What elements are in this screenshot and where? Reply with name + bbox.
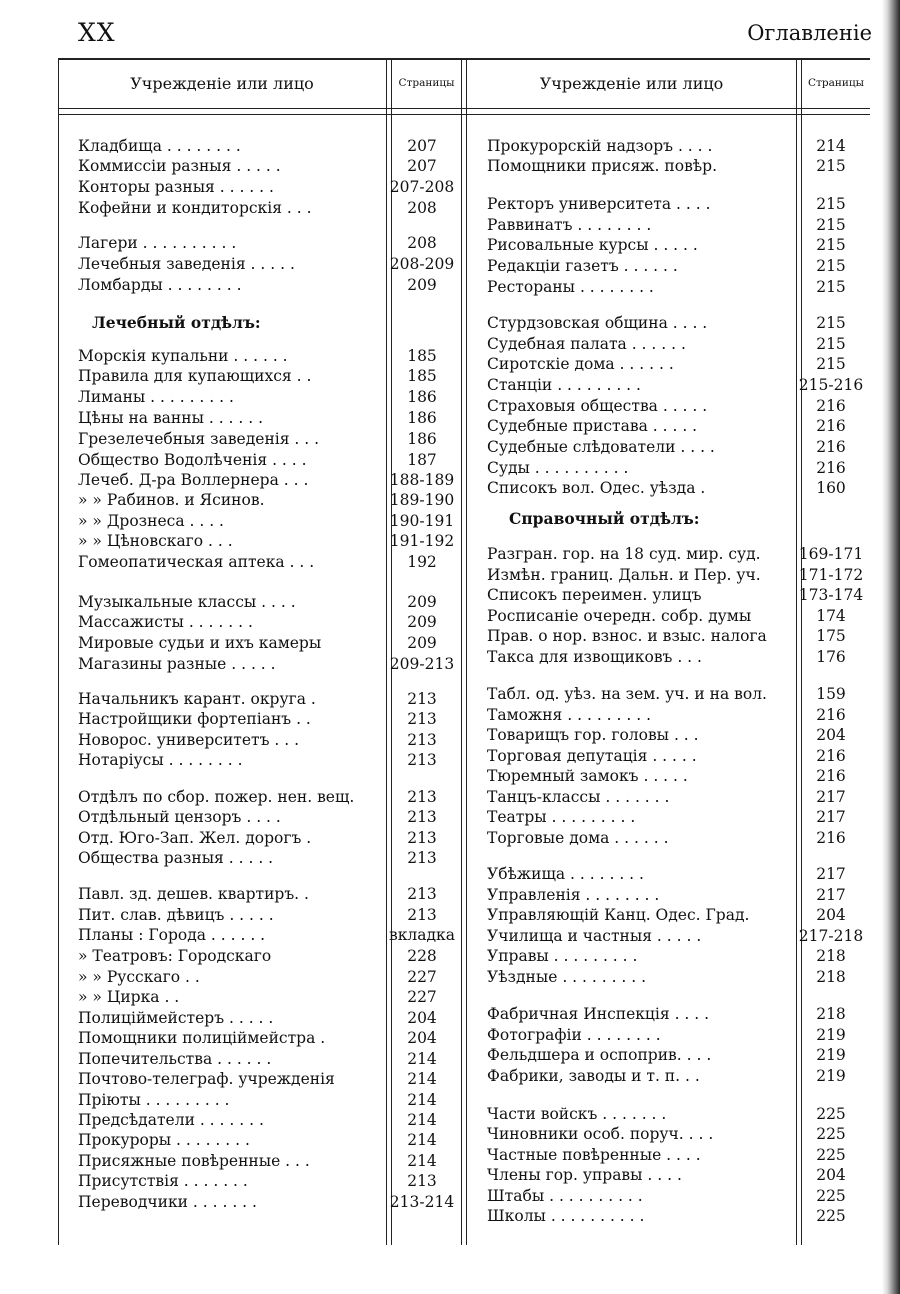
table-row bbox=[487, 1206, 865, 1227]
entry-page: 213 bbox=[407, 710, 437, 728]
entry-page: 213 bbox=[407, 751, 437, 769]
table-row bbox=[78, 490, 460, 511]
page-edge-shadow bbox=[882, 0, 900, 1294]
table-row bbox=[78, 429, 460, 450]
entry-name: Судебные слѣдователи . . . . bbox=[487, 438, 715, 456]
entry-page: 218 bbox=[816, 947, 846, 965]
entry-name: Коммиссіи разныя . . . . . bbox=[78, 157, 281, 175]
entry-page: 213 bbox=[407, 829, 437, 847]
left-column bbox=[78, 136, 460, 1236]
entry-page: 216 bbox=[816, 417, 846, 435]
entry-name: Нотаріусы . . . . . . . . bbox=[78, 751, 243, 769]
table-row bbox=[78, 1028, 460, 1049]
table-row bbox=[487, 864, 865, 885]
table-row bbox=[487, 1104, 865, 1125]
entry-page: 188-189 bbox=[389, 471, 455, 489]
entry-name: Морскія купальни . . . . . . bbox=[78, 347, 288, 365]
table-row bbox=[78, 177, 460, 198]
table-row bbox=[78, 592, 460, 613]
table-row bbox=[487, 544, 865, 565]
page-number: XX bbox=[78, 18, 116, 47]
entry-page: 215 bbox=[816, 195, 846, 213]
table-row bbox=[78, 511, 460, 532]
table-row bbox=[78, 233, 460, 254]
table-row bbox=[487, 1045, 865, 1066]
entry-page: 186 bbox=[407, 409, 437, 427]
table-row bbox=[78, 807, 460, 828]
table-row bbox=[487, 194, 865, 215]
entry-name: Судебная палата . . . . . . bbox=[487, 335, 686, 353]
entry-name: » » Дрознеса . . . . bbox=[78, 512, 224, 530]
entry-page: 213 bbox=[407, 849, 437, 867]
entry-name: Отдѣлъ по сбор. пожер. нен. вещ. bbox=[78, 788, 355, 806]
entry-name: Списокъ переимен. улицъ bbox=[487, 586, 702, 604]
table-row bbox=[78, 946, 460, 967]
entry-name: Росписаніе очередн. собр. думы bbox=[487, 607, 752, 625]
entry-name: Общество Водолѣченія . . . . bbox=[78, 451, 307, 469]
table-row bbox=[487, 684, 865, 705]
entry-page: 214 bbox=[816, 137, 846, 155]
table-row bbox=[78, 709, 460, 730]
entry-page: 216 bbox=[816, 459, 846, 477]
table-row bbox=[78, 1110, 460, 1131]
table-row bbox=[78, 750, 460, 771]
entry-page: 209 bbox=[407, 276, 437, 294]
entry-name: Управленія . . . . . . . . bbox=[487, 886, 660, 904]
entry-name: Рисовальные курсы . . . . . bbox=[487, 236, 698, 254]
entry-name: Пит. слав. дѣвицъ . . . . . bbox=[78, 906, 274, 924]
table-row bbox=[78, 366, 460, 387]
entry-page: 213-214 bbox=[389, 1193, 455, 1211]
table-row bbox=[78, 925, 460, 946]
entry-page: 213 bbox=[407, 1172, 437, 1190]
entry-name: Стурдзовская община . . . . bbox=[487, 314, 708, 332]
entry-page: 213 bbox=[407, 731, 437, 749]
column-header-institution: Учрежденіе или лицо bbox=[539, 74, 724, 93]
table-row bbox=[487, 885, 865, 906]
entry-name: Настройщики фортепіанъ . . bbox=[78, 710, 311, 728]
table-row bbox=[78, 1008, 460, 1029]
header-rule bbox=[58, 108, 870, 115]
entry-name: Фабрики, заводы и т. п. . . bbox=[487, 1067, 700, 1085]
table-row bbox=[78, 689, 460, 710]
entry-page: 209 bbox=[407, 593, 437, 611]
entry-page: 217 bbox=[816, 886, 846, 904]
entry-name: Лагери . . . . . . . . . . bbox=[78, 234, 237, 252]
table-row bbox=[487, 565, 865, 586]
entry-page: 171-172 bbox=[798, 566, 864, 584]
entry-name: Измѣн. границ. Дальн. и Пер. уч. bbox=[487, 566, 761, 584]
entry-page: 216 bbox=[816, 829, 846, 847]
entry-name: Части войскъ . . . . . . . bbox=[487, 1105, 667, 1123]
entry-name: Цѣны на ванны . . . . . . bbox=[78, 409, 264, 427]
entry-name: Станціи . . . . . . . . . bbox=[487, 376, 641, 394]
entry-name: Разгран. гор. на 18 суд. мир. суд. bbox=[487, 545, 761, 563]
table-row bbox=[487, 725, 865, 746]
entry-name: Конторы разныя . . . . . . bbox=[78, 178, 274, 196]
entry-name: Новорос. университетъ . . . bbox=[78, 731, 300, 749]
entry-page: 176 bbox=[816, 648, 846, 666]
entry-page: 227 bbox=[407, 988, 437, 1006]
entry-name: Полиціймейстеръ . . . . . bbox=[78, 1009, 274, 1027]
entry-name: Мировые судьи и ихъ камеры bbox=[78, 634, 322, 652]
entry-page: 225 bbox=[816, 1187, 846, 1205]
entry-page: 225 bbox=[816, 1146, 846, 1164]
entry-name: Прав. о нор. взнос. и взыс. налога bbox=[487, 627, 767, 645]
entry-page: 189-190 bbox=[389, 491, 455, 509]
entry-page: 208 bbox=[407, 199, 437, 217]
entry-name: Лечеб. Д-ра Воллернера . . . bbox=[78, 471, 309, 489]
table-row bbox=[487, 478, 865, 499]
table-row bbox=[487, 828, 865, 849]
table-row bbox=[487, 416, 865, 437]
table-border-left bbox=[58, 60, 59, 1245]
table-row bbox=[78, 254, 460, 275]
entry-name: Редакціи газетъ . . . . . . bbox=[487, 257, 678, 275]
entry-page: 215 bbox=[816, 355, 846, 373]
entry-page: 214 bbox=[407, 1091, 437, 1109]
entry-page: 215 bbox=[816, 157, 846, 175]
entry-page: 217 bbox=[816, 788, 846, 806]
entry-page: 215 bbox=[816, 216, 846, 234]
entry-name: Рестораны . . . . . . . . bbox=[487, 278, 654, 296]
entry-name: Переводчики . . . . . . . bbox=[78, 1193, 257, 1211]
column-header-institution: Учрежденіе или лицо bbox=[130, 74, 314, 93]
entry-name: Музыкальные классы . . . . bbox=[78, 593, 296, 611]
entry-name: Присяжные повѣренные . . . bbox=[78, 1152, 310, 1170]
entry-name: Управы . . . . . . . . . bbox=[487, 947, 638, 965]
entry-page: 159 bbox=[816, 685, 846, 703]
table-row bbox=[487, 215, 865, 236]
entry-name: Массажисты . . . . . . . bbox=[78, 613, 253, 631]
entry-name: Прокурорскій надзоръ . . . . bbox=[487, 137, 713, 155]
table-row bbox=[487, 1066, 865, 1087]
entry-page: 225 bbox=[816, 1105, 846, 1123]
entry-page: 214 bbox=[407, 1050, 437, 1068]
entry-name: Начальникъ карант. округа . bbox=[78, 690, 316, 708]
table-row bbox=[78, 1069, 460, 1090]
entry-page: 209 bbox=[407, 634, 437, 652]
entry-page: 216 bbox=[816, 397, 846, 415]
table-row bbox=[487, 458, 865, 479]
entry-page: 208-209 bbox=[389, 255, 455, 273]
entry-name: Магазины разные . . . . . bbox=[78, 655, 276, 673]
table-row bbox=[487, 1004, 865, 1025]
entry-page: 219 bbox=[816, 1026, 846, 1044]
entry-name: Почтово-телеграф. учрежденія bbox=[78, 1070, 335, 1088]
entry-page: 186 bbox=[407, 430, 437, 448]
entry-name: Списокъ вол. Одес. уѣзда . bbox=[487, 479, 706, 497]
entry-name: Отд. Юго-Зап. Жел. дорогъ . bbox=[78, 829, 312, 847]
entry-page: 228 bbox=[407, 947, 437, 965]
entry-name: Фотографіи . . . . . . . . bbox=[487, 1026, 661, 1044]
table-row bbox=[487, 354, 865, 375]
entry-name: Лечебныя заведенія . . . . . bbox=[78, 255, 295, 273]
table-row bbox=[487, 585, 865, 606]
entry-page: 214 bbox=[407, 1152, 437, 1170]
entry-name: Страховыя общества . . . . . bbox=[487, 397, 708, 415]
entry-page: вкладка bbox=[389, 926, 455, 944]
table-row bbox=[78, 1171, 460, 1192]
table-row bbox=[78, 198, 460, 219]
table-row bbox=[487, 787, 865, 808]
table-row bbox=[78, 450, 460, 471]
table-row bbox=[487, 1186, 865, 1207]
entry-page: 215 bbox=[816, 257, 846, 275]
entry-name: Убѣжища . . . . . . . . bbox=[487, 865, 644, 883]
table-row bbox=[78, 967, 460, 988]
entry-name: Тюремный замокъ . . . . . bbox=[487, 767, 688, 785]
entry-name: Училища и частныя . . . . . bbox=[487, 927, 702, 945]
table-row bbox=[78, 905, 460, 926]
entry-name: Общества разныя . . . . . bbox=[78, 849, 274, 867]
entry-page: 213 bbox=[407, 808, 437, 826]
entry-name: Помощники присяж. повѣр. bbox=[487, 157, 717, 175]
entry-page: 216 bbox=[816, 747, 846, 765]
entry-page: 213 bbox=[407, 788, 437, 806]
entry-page: 214 bbox=[407, 1070, 437, 1088]
entry-name: Попечительства . . . . . . bbox=[78, 1050, 272, 1068]
entry-page: 216 bbox=[816, 767, 846, 785]
entry-name: Торговая депутація . . . . . bbox=[487, 747, 697, 765]
entry-page: 215 bbox=[816, 278, 846, 296]
entry-page: 174 bbox=[816, 607, 846, 625]
entry-page: 207 bbox=[407, 137, 437, 155]
entry-name: Сиротскіе дома . . . . . . bbox=[487, 355, 674, 373]
entry-name: Судебные пристава . . . . . bbox=[487, 417, 698, 435]
entry-page: 169-171 bbox=[798, 545, 864, 563]
entry-name: » » Цѣновскаго . . . bbox=[78, 532, 233, 550]
entry-page: 209-213 bbox=[389, 655, 455, 673]
table-row bbox=[487, 1165, 865, 1186]
entry-page: 173-174 bbox=[798, 586, 864, 604]
entry-page: 207-208 bbox=[389, 178, 455, 196]
entry-page: 209 bbox=[407, 613, 437, 631]
entry-name: Гомеопатическая аптека . . . bbox=[78, 553, 315, 571]
entry-name: Управляющій Канц. Одес. Град. bbox=[487, 906, 750, 924]
entry-page: 219 bbox=[816, 1067, 846, 1085]
entry-name: Штабы . . . . . . . . . . bbox=[487, 1187, 643, 1205]
entry-name: Суды . . . . . . . . . . bbox=[487, 459, 629, 477]
table-row bbox=[487, 313, 865, 334]
entry-name: Фабричная Инспекція . . . . bbox=[487, 1005, 710, 1023]
entry-name: Пріюты . . . . . . . . . bbox=[78, 1091, 230, 1109]
entry-name: Помощники полиціймейстра . bbox=[78, 1029, 326, 1047]
table-row bbox=[487, 705, 865, 726]
table-row bbox=[78, 848, 460, 869]
table-row bbox=[487, 334, 865, 355]
table-row bbox=[78, 1090, 460, 1111]
section-heading: Справочный отдѣлъ: bbox=[509, 509, 700, 528]
entry-name: Правила для купающихся . . bbox=[78, 367, 312, 385]
entry-page: 207 bbox=[407, 157, 437, 175]
table-row bbox=[78, 387, 460, 408]
table-row bbox=[487, 746, 865, 767]
table-row bbox=[487, 136, 865, 157]
entry-name: Такса для извощиковъ . . . bbox=[487, 648, 702, 666]
entry-name: » » Цирка . . bbox=[78, 988, 180, 1006]
entry-name: » » Русскаго . . bbox=[78, 968, 200, 986]
entry-name: Школы . . . . . . . . . . bbox=[487, 1207, 645, 1225]
entry-name: Ректоръ университета . . . . bbox=[487, 195, 711, 213]
entry-page: 217-218 bbox=[798, 927, 864, 945]
entry-page: 217 bbox=[816, 808, 846, 826]
entry-page: 191-192 bbox=[389, 532, 455, 550]
entry-page: 219 bbox=[816, 1046, 846, 1064]
page-header bbox=[78, 18, 872, 50]
table-row bbox=[78, 654, 460, 675]
table-row bbox=[487, 606, 865, 627]
table-row bbox=[78, 346, 460, 367]
entry-page: 190-191 bbox=[389, 512, 455, 530]
table-row bbox=[78, 612, 460, 633]
entry-page: 216 bbox=[816, 438, 846, 456]
table-row bbox=[487, 926, 865, 947]
entry-name: Грезелечебныя заведенія . . . bbox=[78, 430, 320, 448]
entry-name: Уѣздные . . . . . . . . . bbox=[487, 968, 647, 986]
entry-page: 213 bbox=[407, 906, 437, 924]
entry-name: Фельдшера и оспоприв. . . . bbox=[487, 1046, 712, 1064]
table-row bbox=[78, 408, 460, 429]
table-row bbox=[487, 277, 865, 298]
entry-page: 218 bbox=[816, 1005, 846, 1023]
table-row bbox=[78, 531, 460, 552]
entry-page: 204 bbox=[407, 1009, 437, 1027]
entry-page: 175 bbox=[816, 627, 846, 645]
right-column bbox=[487, 136, 865, 1236]
entry-name: Предсѣдатели . . . . . . . bbox=[78, 1111, 264, 1129]
table-row bbox=[487, 647, 865, 668]
entry-page: 185 bbox=[407, 367, 437, 385]
entry-name: Товарищъ гор. головы . . . bbox=[487, 726, 699, 744]
column-header-pages: Страницы bbox=[808, 77, 864, 89]
table-row bbox=[78, 470, 460, 491]
table-row bbox=[78, 987, 460, 1008]
table-row bbox=[78, 136, 460, 157]
table-row bbox=[78, 828, 460, 849]
table-row bbox=[487, 235, 865, 256]
table-row bbox=[487, 626, 865, 647]
table-row bbox=[487, 766, 865, 787]
table-row bbox=[78, 156, 460, 177]
table-row bbox=[78, 1151, 460, 1172]
section-heading: Лечебный отдѣлъ: bbox=[92, 313, 261, 332]
entry-page: 204 bbox=[407, 1029, 437, 1047]
entry-page: 214 bbox=[407, 1131, 437, 1149]
entry-name: Театры . . . . . . . . . bbox=[487, 808, 636, 826]
entry-page: 204 bbox=[816, 906, 846, 924]
entry-page: 187 bbox=[407, 451, 437, 469]
table-row bbox=[78, 1130, 460, 1151]
entry-name: » » Рабинов. и Ясинов. bbox=[78, 491, 265, 509]
table-row bbox=[487, 1025, 865, 1046]
column-divider bbox=[461, 60, 467, 1245]
entry-page: 218 bbox=[816, 968, 846, 986]
table-row bbox=[487, 807, 865, 828]
entry-name: » Театровъ: Городскаго bbox=[78, 947, 272, 965]
entry-page: 213 bbox=[407, 690, 437, 708]
entry-name: Прокуроры . . . . . . . . bbox=[78, 1131, 250, 1149]
entry-page: 215 bbox=[816, 335, 846, 353]
entry-name: Лиманы . . . . . . . . . bbox=[78, 388, 234, 406]
entry-page: 215-216 bbox=[798, 376, 864, 394]
entry-page: 217 bbox=[816, 865, 846, 883]
entry-name: Раввинатъ . . . . . . . . bbox=[487, 216, 652, 234]
table-row bbox=[487, 256, 865, 277]
table-row bbox=[487, 396, 865, 417]
table-row bbox=[487, 1124, 865, 1145]
table-row bbox=[487, 967, 865, 988]
entry-page: 225 bbox=[816, 1125, 846, 1143]
entry-page: 185 bbox=[407, 347, 437, 365]
entry-page: 204 bbox=[816, 1166, 846, 1184]
entry-name: Кладбища . . . . . . . . bbox=[78, 137, 241, 155]
page-title: Оглавленіе bbox=[747, 21, 872, 45]
entry-name: Ломбарды . . . . . . . . bbox=[78, 276, 242, 294]
table-row bbox=[78, 730, 460, 751]
table-row bbox=[78, 275, 460, 296]
entry-page: 215 bbox=[816, 236, 846, 254]
table-row bbox=[78, 1049, 460, 1070]
entry-page: 192 bbox=[407, 553, 437, 571]
entry-name: Частные повѣренные . . . . bbox=[487, 1146, 701, 1164]
entry-name: Павл. зд. дешев. квартиръ. . bbox=[78, 885, 309, 903]
entry-name: Присутствія . . . . . . . bbox=[78, 1172, 248, 1190]
table-row bbox=[78, 787, 460, 808]
table-row bbox=[78, 884, 460, 905]
table-row bbox=[78, 552, 460, 573]
entry-name: Планы : Города . . . . . . bbox=[78, 926, 266, 944]
entry-name: Члены гор. управы . . . . bbox=[487, 1166, 682, 1184]
table-row bbox=[487, 946, 865, 967]
entry-name: Торговые дома . . . . . . bbox=[487, 829, 669, 847]
table-row bbox=[78, 633, 460, 654]
entry-page: 160 bbox=[816, 479, 846, 497]
table-row bbox=[487, 1145, 865, 1166]
entry-name: Табл. од. уѣз. на зем. уч. и на вол. bbox=[487, 685, 767, 703]
entry-page: 216 bbox=[816, 706, 846, 724]
table-row bbox=[487, 437, 865, 458]
table-row bbox=[487, 905, 865, 926]
entry-page: 208 bbox=[407, 234, 437, 252]
entry-name: Чиновники особ. поруч. . . . bbox=[487, 1125, 714, 1143]
entry-page: 213 bbox=[407, 885, 437, 903]
entry-page: 227 bbox=[407, 968, 437, 986]
entry-page: 214 bbox=[407, 1111, 437, 1129]
table-row bbox=[487, 156, 865, 177]
table-row bbox=[487, 375, 865, 396]
entry-name: Отдѣльный цензоръ . . . . bbox=[78, 808, 281, 826]
entry-page: 204 bbox=[816, 726, 846, 744]
entry-page: 186 bbox=[407, 388, 437, 406]
entry-page: 225 bbox=[816, 1207, 846, 1225]
table-row bbox=[78, 1192, 460, 1213]
entry-page: 215 bbox=[816, 314, 846, 332]
entry-name: Танцъ-классы . . . . . . . bbox=[487, 788, 670, 806]
entry-name: Кофейни и кондиторскія . . . bbox=[78, 199, 312, 217]
entry-name: Таможня . . . . . . . . . bbox=[487, 706, 652, 724]
column-header-pages: Страницы bbox=[398, 77, 455, 89]
